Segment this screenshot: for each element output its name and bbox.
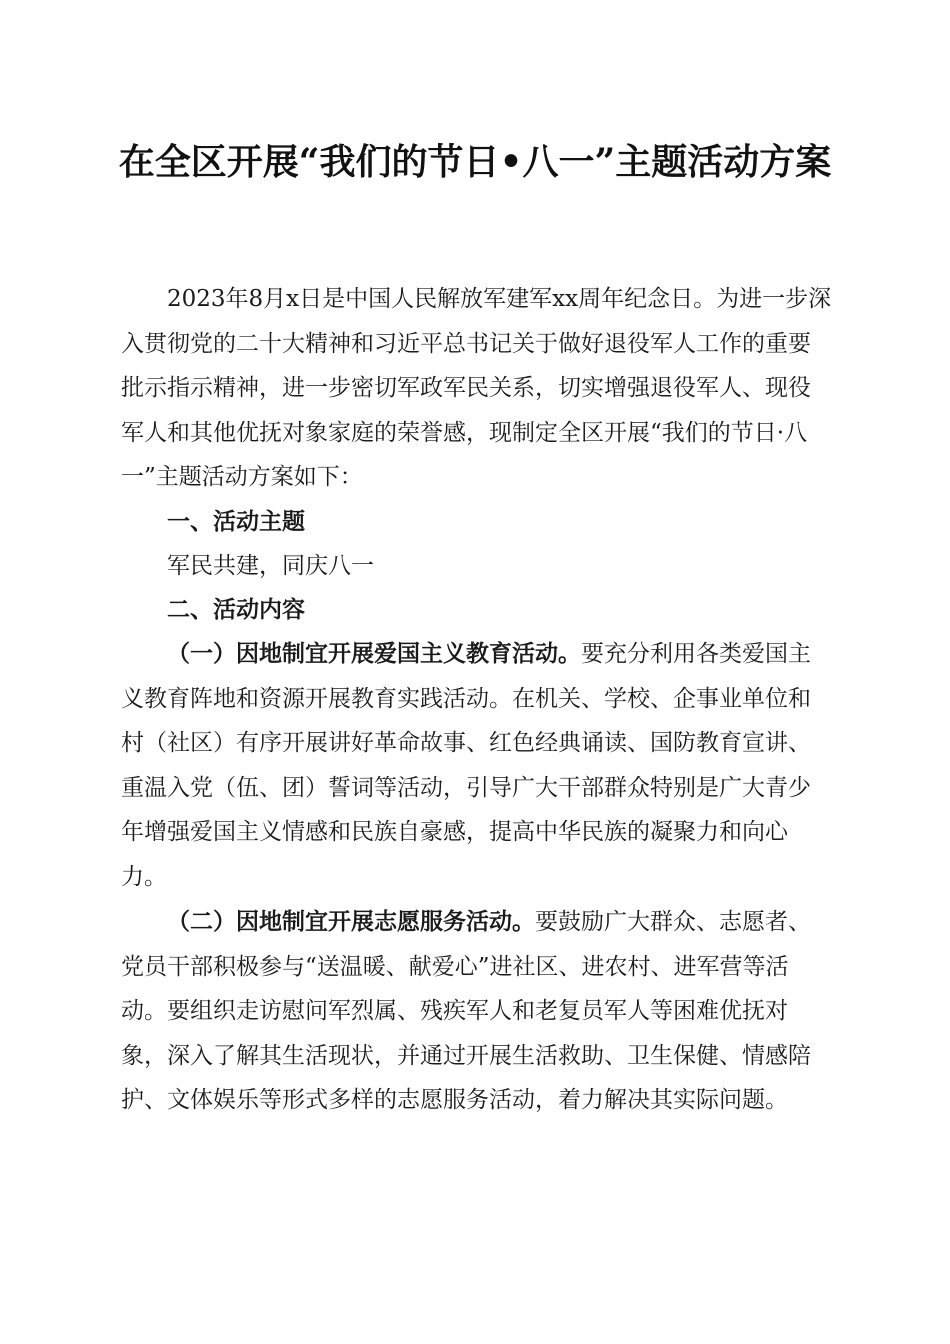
section-heading-theme: 一、活动主题 xyxy=(167,509,305,535)
content-item-lead: （一）因地制宜开展爱国主义教育活动。 xyxy=(167,640,581,667)
section-heading-content: 二、活动内容 xyxy=(167,597,305,623)
intro-paragraph: 2023年8月x日是中国人民解放军建军xx周年纪念日。为进一步深入贯彻党的二十大精神和习近平总书记关于做好退役军人工作的重要批示指示精神，进一步密切军政军民关系，切实增强退役军人、现役军人和其他优抚对象家庭的荣誉感，现制定全区开展“我们的节日·八一”主题活动方案如下： xyxy=(121,286,832,490)
document-title: 在全区开展“我们的节日•八一”主题活动方案 xyxy=(118,141,832,183)
content-item-text: 要充分利用各类爱国主义教育阵地和资源开展教育实践活动。在机关、学校、企事业单位和村（社区）有序开展讲好革命故事、红色经典诵读、国防教育宣讲、重温入党（伍、团）誓词等活动，引导广大干部群众特别是广大青少年增强爱国主义情感和民族自豪感，提高中华民族的凝聚力和向心力。 xyxy=(121,641,811,890)
content-item-paragraph xyxy=(121,632,833,899)
content-item-text: 要鼓励广大群众、志愿者、党员干部积极参与“送温暖、献爱心”进社区、进农村、进军营等活动。要组织走访慰问军烈属、残疾军人和老复员军人等困难优抚对象，深入了解其生活现状，并通过开展生活救助、卫生保健、情感陪护、文体娱乐等形式多样的志愿服务活动，着力解决其实际问题。 xyxy=(121,909,811,1113)
content-item-paragraph xyxy=(121,900,833,1123)
content-item-lead: （二）因地制宜开展志愿服务活动。 xyxy=(167,908,535,935)
theme-paragraph: 军民共建，同庆八一 xyxy=(167,553,374,579)
